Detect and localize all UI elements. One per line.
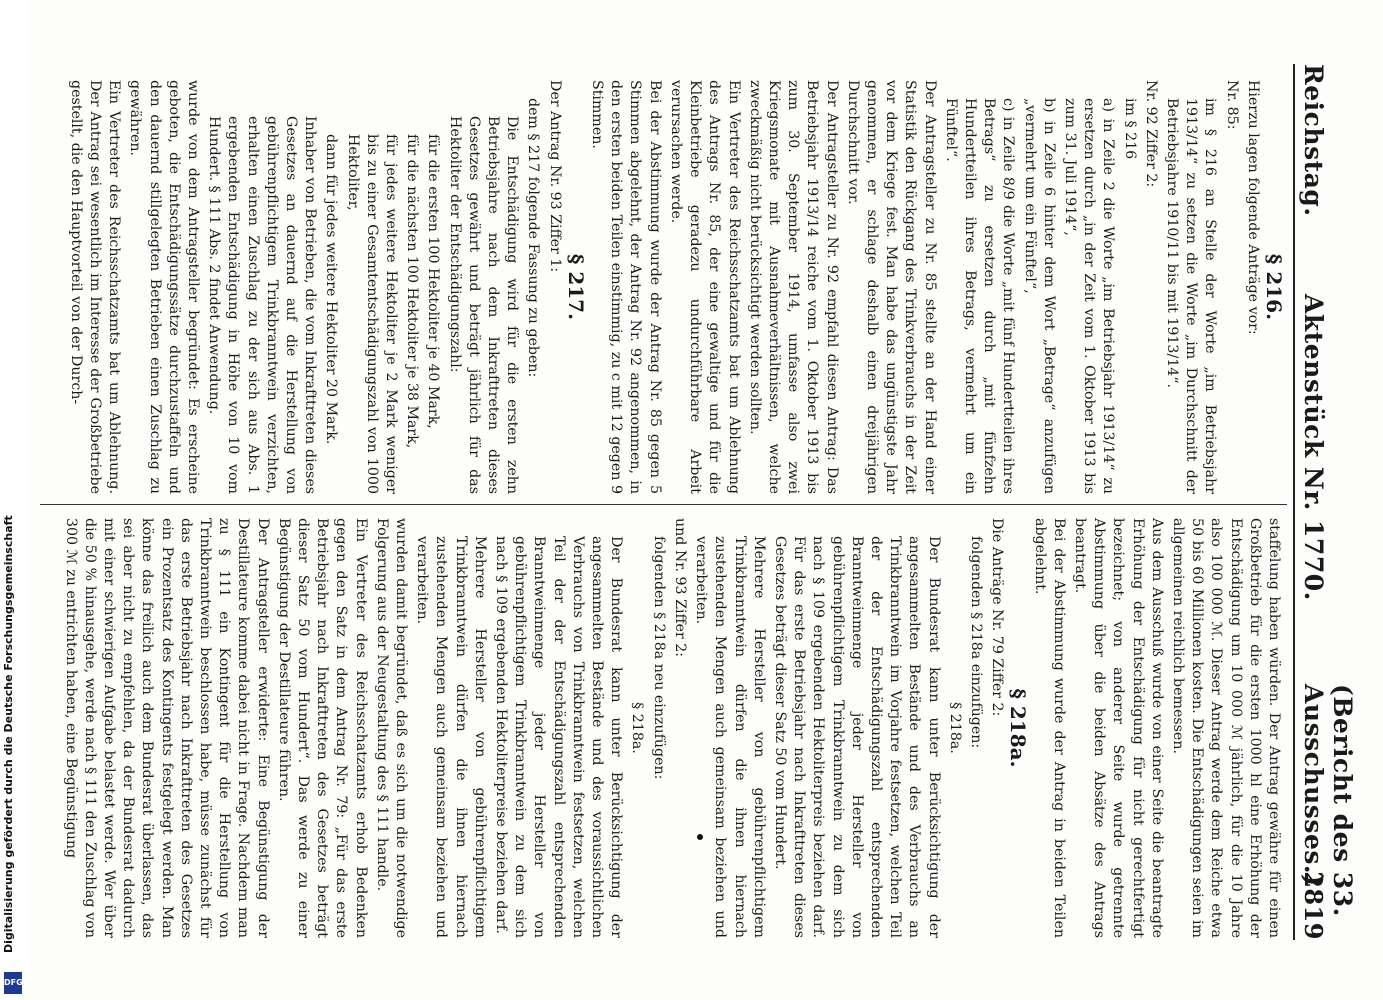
paragraph: im § 216 an Stelle der Worte „im Betriebsjahr 1913/14“ zu setzen die Worte „im Durchschnitt der Betriebsjahre 1910/11 bis mit 1913/14“. bbox=[1163, 98, 1219, 494]
ink-dot bbox=[697, 834, 703, 840]
paragraph: Inhaber von Betrieben, die vom Inkrafttreten dieses Gesetzes an dauernd auf die Herstellung von gebührenpflichtigem Trinkbranntwein verzichten, erhalten einen Zuschlag zu der sich aus Abs. 1 ergebenden Entschädigung in Höhe von 10 vom Hundert. § 111 Abs. 2 findet Anwendung. bbox=[206, 116, 319, 494]
paragraph: Nr. 92 Ziffer 2: bbox=[1142, 80, 1159, 188]
paragraph: Ein Vertreter des Reichsschatzamts bat um Ablehnung des Antrags Nr. 85, der eine gewaltige und für die Kleinbetriebe geradezu undurchführbare Arbeit verursachen werde. bbox=[667, 80, 742, 494]
paragraph: Aus dem Ausschuß wurde von einer Seite die beantragte Erhöhung der Entschädigung für nicht gerechtfertigt bezeichnet; von anderer Seite wurde getrennte Abstimmung über die beiden Absätze des Antrags beantragt. bbox=[1071, 518, 1165, 938]
paragraph: c) in Zeile 8/9 die Worte „mit fünf Hundertteilen ihres Betrags“ zu ersetzen durch „mit fünfzehn Hundertteilen ihres Betrags, vermehrt um ein Fünftel“. bbox=[942, 98, 1017, 494]
paragraph: wurden damit begründet, daß es sich um die notwendige Folgerung aus der Neugestaltung des § 111 handle. bbox=[373, 518, 410, 938]
section-heading: § 218a. bbox=[1006, 688, 1031, 768]
paragraph: Der Antrag Nr. 93 Ziffer 1: bbox=[546, 80, 563, 273]
paragraph: wurde von dem Antragsteller begründet: Es erscheine geboten, die Entschädigungssätze durchzustaffeln und den dauernd stillgelegten Betrieben einen Zuschlag zu gewähren. bbox=[127, 80, 202, 494]
paragraph: im § 216 bbox=[1121, 98, 1138, 160]
paragraph: Die Anträge Nr. 79 Ziffer 2: bbox=[989, 518, 1006, 717]
digitization-credit: Digitalisierung gefördert durch die Deutsche Forschungsgemeinschaft bbox=[2, 515, 15, 953]
section-heading: § 216. bbox=[1262, 253, 1286, 321]
header-right: (Bericht des 33. Ausschusses.) bbox=[1299, 684, 1357, 917]
paragraph: für die ersten 100 Hektoliter je 40 Mark, bbox=[425, 134, 442, 429]
dfg-logo: DFG bbox=[4, 972, 22, 994]
paragraph: folgenden § 218a einzufügen: bbox=[967, 536, 984, 749]
paragraph: Mehrere Hersteller von gebührenpflichtigem Trinkbranntwein dürfen die ihnen hiernach zustehenden Mengen auch gemeinsam beziehen und verarbeiten. bbox=[693, 536, 767, 938]
paragraph: und Nr. 93 Ziffer 2: bbox=[671, 518, 688, 658]
paragraph: a) in Zeile 2 die Worte „im Betriebsjahr 1913/14“ zu ersetzen durch „in der Zeit vom 1. Oktober 1913 bis zum 31. Juli 1914“, bbox=[1061, 98, 1117, 494]
right-column bbox=[40, 518, 1283, 938]
paragraph: § 218a. bbox=[946, 702, 963, 754]
paragraph: dann für jedes weitere Hektoliter 20 Mark. bbox=[323, 134, 340, 445]
digitization-strip bbox=[0, 0, 28, 1000]
left-column bbox=[40, 80, 1286, 494]
paragraph: für jedes weitere Hektoliter je 2 Mark weniger bis zu einer Gesamtentschädigungszahl von 1000 Hektoliter, bbox=[344, 134, 400, 494]
paragraph: staffelung haben würden. Der Antrag gewähre für einen Großbetrieb für die ersten 1000 hl eine Erhöhung der Entschädigung um 10 000 ℳ jährlich, für die 10 Jahre also 100 000 ℳ. Dieser Antrag werde dem Reiche etwa 50 bis 60 Millionen kosten. Die Entschädigungen seien im allgemeinen reichlich bemessen. bbox=[1169, 518, 1282, 938]
section-heading: § 217. bbox=[563, 253, 588, 321]
header-center: Aktenstück Nr. 1770. bbox=[1299, 294, 1328, 601]
header-left: Reichstag. bbox=[1299, 64, 1328, 217]
paragraph: § 218a. bbox=[629, 702, 646, 754]
paragraph: Der Antragsteller erwiderte: Eine Begünstigung der Destillateure komme dabei nicht in Frage. Nachdem man zu § 111 ein Kontingent für die Herstellung von Trinkbranntwein beschlossen habe, müsse zunächst für das erste Betriebsjahr nach Inkrafttreten des Gesetzes ein Prozentsatz des Kontingents festgelegt werden. Man könne das freilich auch dem Bundesrat überlassen, das sei aber nicht zu empfehlen, da der Bundesrat dadurch mit einer schwierigen Aufgabe belastet werde. Wer über die 50 % hinausgehe, werde nach § 111 den Zuschlag von 300 ℳ zu entrichten haben, eine Begünstigung bbox=[62, 518, 271, 938]
paragraph: Der Bundesrat kann unter Berücksichtigung der angesammelten Bestände und des voraussichtlichen Verbrauchs von Trinkbranntwein festsetzen, welchen Teil der der Entschädigungszahl entsprechenden Branntweinmenge jeder Hersteller von gebührenpflichtigem Trinkbranntwein zu dem sich nach § 109 ergebenden Hektoliterpreise beziehen darf. bbox=[493, 536, 625, 938]
paragraph: Ein Vertreter des Reichsschatzamts bat um Ablehnung. Der Antrag sei wesentlich im Interesse der Großbetriebe gestellt, die den Hauptvorteil von der Durch- bbox=[67, 80, 123, 494]
paragraph: Nr. 85: bbox=[1223, 80, 1240, 130]
paragraph: Mehrere Hersteller von gebührenpflichtigem Trinkbranntwein dürfen die ihnen hiernach zustehenden Mengen auch gemeinsam beziehen und verarbeiten. bbox=[414, 536, 488, 938]
paragraph: b) in Zeile 6 hinter dem Wort „Betrage“ anzufügen „vermehrt um ein Fünftel“, bbox=[1021, 98, 1057, 494]
paragraph: dem § 217 folgende Fassung zu geben: bbox=[525, 98, 542, 378]
column-divider bbox=[40, 504, 1287, 505]
paragraph: Bei der Abstimmung wurde der Antrag in beiden Teilen abgelehnt. bbox=[1031, 518, 1067, 938]
paragraph: Die Entschädigung wird für die ersten zehn Betriebsjahre nach dem Inkrafttreten dieses Gesetzes gewährt und beträgt jährlich für das Hektoliter der Entschädigungszahl: bbox=[446, 116, 521, 494]
paragraph: Ein Vertreter des Reichsschatzamts erhob Bedenken gegen den Satz in dem Antrag Nr. 79: „Für das erste Betriebsjahr nach Inkrafttreten des Gesetzes beträgt dieser Satz 50 vom Hundert“. Das werde zu einer Begünstigung der Destillateure führen. bbox=[275, 518, 369, 938]
page-number: 2819 bbox=[1299, 871, 1328, 940]
paragraph: Der Antragsteller zu Nr. 92 empfahl diesen Antrag: Das Betriebsjahr 1913/14 reiche vom 1. Oktober 1913 bis zum 30. September 1914, umfasse also zwei Kriegsmonate mit Ausnahmeverhältnissen, welche zweckmäßig nicht berücksichtigt werden sollten. bbox=[746, 80, 840, 494]
page-header bbox=[1293, 64, 1357, 940]
paragraph: folgenden § 218a neu einzufügen: bbox=[650, 536, 667, 780]
paragraph: Bei der Abstimmung wurde der Antrag Nr. 85 gegen 5 Stimmen abgelehnt, der Antrag Nr. 92 angenommen, in den ersten beiden Teilen einstimmig, zu c mit 12 gegen 9 Stimmen. bbox=[589, 80, 663, 494]
paragraph: für die nächsten 100 Hektoliter je 38 Mark, bbox=[404, 134, 421, 449]
paragraph: Der Bundesrat kann unter Berücksichtigung der angesammelten Bestände und des Verbrauchs an Trinkbranntwein im Vorjahre festsetzen, welchen Teil der der Entschädigungszahl entsprechenden Branntweinmenge jeder Hersteller von gebührenpflichtigem Trinkbranntwein zu dem sich nach § 109 ergebenden Hektoliterpreis beziehen darf. Für das erste Betriebsjahr nach Inkrafttreten dieses Gesetzes beträgt dieser Satz 50 vom Hundert. bbox=[771, 536, 942, 938]
paragraph: Hierzu lagen folgende Anträge vor: bbox=[1244, 80, 1261, 335]
paragraph: Der Antragsteller zu Nr. 85 stellte an der Hand einer Statistik den Rückgang des Trinkverbrauchs in der Zeit vor dem Kriege fest. Man habe das ungünstigste Jahr genommen, er schlage deshalb einen dreijährigen Durchschnitt vor. bbox=[844, 80, 938, 494]
